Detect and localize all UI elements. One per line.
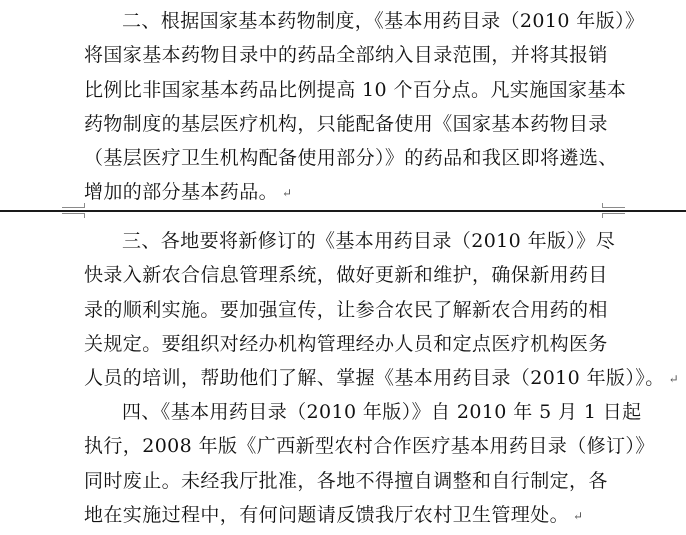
paragraph-3-line-5-text: 人员的培训，帮助他们了解、掌握《基本用药目录（2010 年版）》。 [84, 367, 665, 389]
paragraph-3-line-1: 三、各地要将新修订的《基本用药目录（2010 年版）》尽 [122, 230, 616, 252]
paragraph-4-line-4-text: 地在实施过程中，有何问题请反馈我厅农村卫生管理处。 [84, 504, 570, 526]
paragraph-2-line-4: 药物制度的基层医疗机构，只能配备使用《国家基本药物目录 [84, 113, 608, 135]
margin-corner-top-right [602, 203, 625, 208]
page-break-divider [0, 210, 686, 212]
paragraph-3-line-3: 录的顺利实施。要加强宣传，让参合农民了解新农合用药的相 [84, 299, 608, 321]
paragraph-2-line-3: 比例比非国家基本药品比例提高 10 个百分点。凡实施国家基本 [84, 79, 627, 101]
paragraph-3-line-5 [84, 366, 679, 390]
paragraph-4-line-4 [84, 503, 583, 527]
margin-corner-top-left [62, 203, 85, 208]
paragraph-3-line-4: 关规定。要组织对经办机构管理经办人员和定点医疗机构医务 [84, 333, 608, 355]
margin-corner-bottom-left [62, 213, 85, 218]
paragraph-2-line-6-text: 增加的部分基本药品。 [84, 181, 279, 203]
paragraph-2-line-2: 将国家基本药物目录中的药品全部纳入目录范围，并将其报销 [84, 44, 608, 66]
paragraph-mark-icon: ↵ [668, 372, 680, 386]
paragraph-2-line-5: （基层医疗卫生机构配备使用部分）》的药品和我区即将遴选、 [84, 147, 618, 169]
paragraph-mark-icon: ↵ [573, 509, 584, 523]
paragraph-2-line-6 [84, 180, 292, 204]
paragraph-2-line-1: 二、根据国家基本药物制度，《基本用药目录（2010 年版）》 [122, 10, 645, 32]
paragraph-4-line-2: 执行，2008 年版《广西新型农村合作医疗基本用药目录（修订）》 [84, 435, 655, 457]
paragraph-4-line-1: 四、《基本用药目录（2010 年版）》自 2010 年 5 月 1 日起 [122, 401, 642, 423]
paragraph-3-line-2: 快录入新农合信息管理系统，做好更新和维护，确保新用药目 [84, 264, 608, 286]
margin-corner-bottom-right [602, 213, 625, 218]
paragraph-mark-icon: ↵ [282, 186, 293, 200]
paragraph-4-line-3: 同时废止。未经我厅批准，各地不得擅自调整和自行制定，各 [84, 470, 608, 492]
